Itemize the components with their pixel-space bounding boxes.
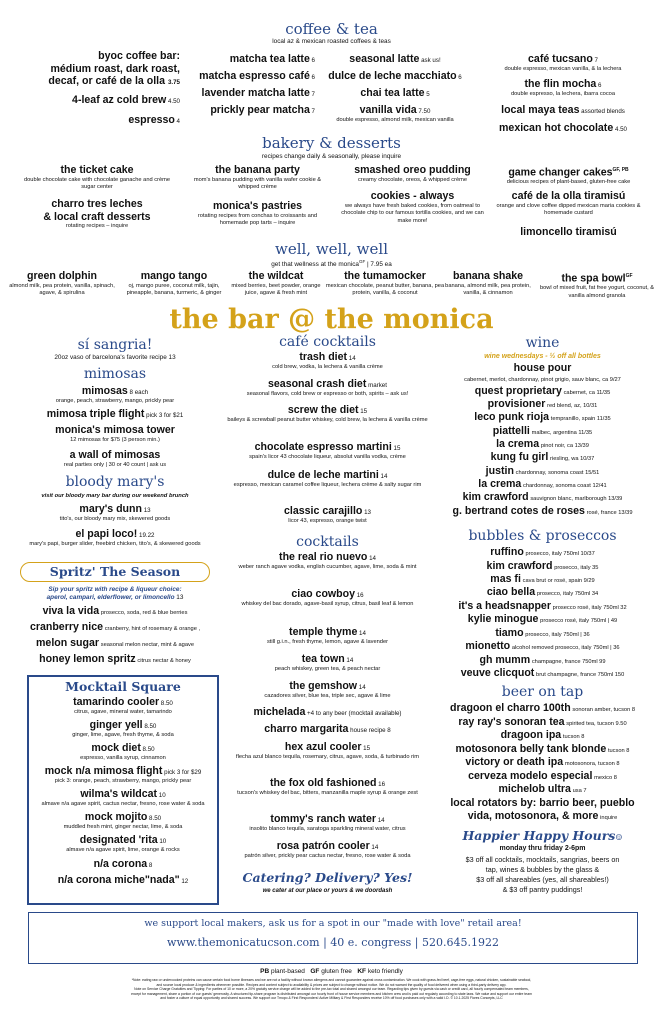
menu-item: seasonal crash diet market seasonal flavors, cold brew or espresso or both, spirits – ask us! xyxy=(246,378,409,397)
menu-item: piattelli malbec, argentina 11/35 xyxy=(492,425,593,437)
spritz-title: Spritz' The Season xyxy=(49,564,181,579)
menu-item: it's a headsnapper prosecco rosé, italy 750ml 32 xyxy=(458,600,627,612)
menu-item: melon sugar seasonal melon nectar, mint & agave xyxy=(36,637,194,649)
menu-item: ginger yell 8.50 ginger, lime, agave, fresh thyme, & soda xyxy=(72,719,174,738)
menu-item: 4-leaf az cold brew 4.50 xyxy=(72,94,180,106)
menu-item: ray ray's sonoran tea spirited tea, tucson 9.50 xyxy=(458,716,627,728)
menu-item: smashed oreo pudding creamy chocolate, oreos, & whipped crème xyxy=(354,164,471,183)
menu-item: mock diet 8.50 espresso, vanilla syrup, cinnamon xyxy=(80,742,166,761)
menu-item: mock n/a mimosa flight pick 3 for $29 pick 3: orange, peach, strawberry, mango, prickly pear xyxy=(44,765,202,784)
menu-item: espresso 4 xyxy=(128,114,180,126)
menu-item: local maya teas assorted blends xyxy=(501,104,625,116)
menu-item: lavender matcha latte 7 xyxy=(201,87,315,99)
menu-item: mary's dunn 13 tito's, our bloody mary mix, skewered goods xyxy=(59,503,171,522)
menu-item: kylie minogue prosecco rosé, italy 750ml | 49 xyxy=(467,613,618,625)
menu-item: café de la olla tiramisú orange and clove coffee dipped mexican maria cookies & homemade custard xyxy=(496,190,641,216)
diet-legend: PB plant-based GF gluten free KF keto friendly xyxy=(260,968,403,975)
menu-item: quest proprietary cabernet, ca 11/35 xyxy=(474,385,611,397)
menu-item: g. bertrand cotes de roses rosé, france 13/39 xyxy=(452,505,633,517)
menu-item: veuve clicquot brut champagne, france 750ml 150 xyxy=(460,667,625,679)
happy-title: Happier Happy Hours☺ xyxy=(462,828,623,843)
menu-item: the flin mocha 6 double espresso, la lechera, ibarra cocoa xyxy=(510,78,616,97)
menu-item: rosa patrón cooler 14 patrón silver, prickly pear cactus nectar, fresno, rose water & soda xyxy=(244,840,411,859)
menu-item: cranberry nice cranberry, hint of rosemary & orange , xyxy=(29,621,201,633)
menu-item: the tumamocker mexican chocolate, peanut butter, banana, pea protein, vanilla, & coconut xyxy=(325,270,445,296)
wine-note: wine wednesdays - ½ off all bottles xyxy=(484,353,601,360)
bakery-title: bakery & desserts xyxy=(262,134,401,152)
menu-item: monica's pastries rotating recipes from conchas to croissants and homemade pop tarts – inquire xyxy=(197,200,318,226)
menu-item: green dolphin almond milk, pea protein, vanilla, spinach, agave, & spirulina xyxy=(9,270,115,296)
menu-item: tea town 14 peach whiskey, green tea, & peach nectar xyxy=(274,653,381,672)
menu-item: dragoon el charro 100th sonoran amber, tucson 8 xyxy=(450,702,635,714)
menu-item: chocolate espresso martini 15 spain's licor 43 chocolate liqueur, absolut vanilla vodka, crème xyxy=(249,441,406,460)
menu-item: n/a corona miche"nada" 12 xyxy=(57,874,189,886)
menu-item: chai tea latte 5 xyxy=(360,87,430,99)
menu-item: house pour xyxy=(513,362,572,374)
bubbles-title: bubbles & proseccos xyxy=(468,528,617,544)
menu-item: monica's mimosa tower 12 mimosas for $75 (3 person min.) xyxy=(55,424,175,443)
menu-item: mock mojito 8.50 muddled fresh mint, ginger nectar, lime, & soda xyxy=(63,811,183,830)
menu-item: el papi loco! 19.22 mary's papi, burger slider, freebird chicken, tito's, & skewered goods xyxy=(29,528,201,547)
catering-desc: we cater at our place or yours & we doordash xyxy=(262,888,393,894)
well-subtitle: get that wellness at the monica$^{GF}$ | 7.95 ea xyxy=(271,259,392,269)
menu-item: game changer cakes$^{GF, PB}$ delicious recipes of plant-based, gluten-free cake xyxy=(506,166,631,186)
menu-item: michelob ultra usa 7 xyxy=(498,783,587,795)
menu-item: mimosas 8 each orange, peach, strawberry, mango, prickly pear xyxy=(55,385,175,404)
beer-title: beer on tap xyxy=(501,684,584,700)
menu-item: ruffino prosecco, italy 750ml 10/37 xyxy=(490,546,595,558)
well-title: well, well, well xyxy=(274,240,388,258)
menu-item: classic carajillo 13 licor 43, espresso, orange twist xyxy=(284,505,371,524)
menu-item: provisioner red blend, az, 10/31 xyxy=(487,398,598,410)
menu-item: michelada +4 to any beer (mocktail available) xyxy=(253,706,402,718)
menu-item: dragoon ipa tucson 8 xyxy=(500,729,585,741)
menu-item: kung fu girl riesling, wa 10/37 xyxy=(490,451,595,463)
cocktails-title: cocktails xyxy=(296,534,359,550)
byoc-price: 3.75 xyxy=(167,79,180,86)
menu-item: screw the diet 15 baileys & screwball peanut butter whiskey, cold brew, la lechera & vanilla crème xyxy=(227,404,428,423)
menu-item: motosonora belly tank blonde tucson 8 xyxy=(455,743,630,755)
menu-item: cookies - always we always have fresh baked cookies, from oatmeal to chocolate chip to our famous tortilla cookies, and we can make more! xyxy=(341,190,484,224)
sangria-title: sí sangria! xyxy=(77,337,153,353)
menu-item: cabernet, merlot, chardonnay, pinot grigio, sauv blanc, ca 9/27 xyxy=(464,377,621,383)
menu-item: la crema chardonnay, sonoma coast 12/41 xyxy=(478,478,607,490)
fine-print: *Note: eating raw or undercooked proteins can cause certain food borne illnesses and we are not a facility without known allergens and cannot guarantee against cross contamination. We cook with grass-fed beef, cage-free eggs, natural chicken, sustainable seafood, and source local produce & ingredients whenever possible. Recipes and content subject to availability & prices are subject to change without notice. We do not warrant the quality of food delivered when using a third-party delivery app. Note on Service Charge Gratuities and Tipping: For parties of 10 or more, a 20% gratuity service charge will be added to the pre-tax total and shared amongst our team. Regarding tips given by guests via cash or credit card, all hourly compensated team members, except for management, share a portion of our guests' generosity. A structured tip-share program is distributed amongst our hourly front of house service members and kitchen crew and is paid out regularly according to state laws. We value and support our entire team and foster a culture of equal opportunity and shared success. We support our Tmopo & First Responders! Active Military & First Responders receive 10% off food purchases only with a valid I.D. © 10.1.2025 Flores Concepts, LLC xyxy=(131,978,532,1001)
byoc-item xyxy=(20,50,180,90)
bakery-subtitle: recipes change daily & seasonally, please inquire xyxy=(261,153,402,160)
menu-item: charro tres leches & local craft desserts rotating recipes – inquire xyxy=(43,198,151,229)
catering-title: Catering? Delivery? Yes! xyxy=(242,870,413,885)
menu-item: matcha tea latte 6 xyxy=(229,53,315,65)
menu-item: ciao cowboy 16 whiskey del bac dorado, agave-basil syrup, citrus, basil leaf & lemon xyxy=(241,588,414,607)
menu-item: the gemshow 14 cazadores silver, blue tea, triple sec, agave & lime xyxy=(264,680,391,699)
wine-title: wine xyxy=(525,335,560,351)
menu-item: temple thyme 14 still g.i.n., fresh thyme, lemon, agave & lavender xyxy=(266,626,389,645)
menu-item: victory or death ipa motosonora, tucson 8 xyxy=(465,756,620,768)
menu-item: the fox old fashioned 16 tucson's whiskey del bac, bitters, manzanilla maple syrup & orange zest xyxy=(237,777,418,796)
menu-item: the banana party mom's banana pudding with vanilla wafer cookie & whipped crème xyxy=(193,164,322,190)
menu-item: tiamo prosecco, italy 750ml | 36 xyxy=(495,627,590,639)
bloody-note: visit our bloody mary bar during our weekend brunch xyxy=(41,493,189,499)
menu-item: mionetto alcohol removed prosecco, italy 750ml | 36 xyxy=(465,640,620,652)
menu-item: mas fi cava brut or rosé, spain 9/29 xyxy=(490,573,595,585)
menu-item: dulce de leche martini 14 espresso, mexican caramel coffee liqueur, lechera crème & salty sugar rim xyxy=(233,469,422,488)
coffee-title: coffee & tea xyxy=(285,20,378,38)
sangria-desc: 20oz vaso of barcelona's favorite recipe 13 xyxy=(54,354,176,361)
menu-item: a wall of mimosas real parties only | 30 or 40 count | ask us xyxy=(63,449,167,468)
bloody-title: bloody mary's xyxy=(65,474,165,490)
menu-item: kim crawford prosecco, italy 35 xyxy=(486,560,599,572)
menu-item: viva la vida prosecco, soda, red & blue berries xyxy=(42,605,188,617)
menu-item: n/a corona 8 xyxy=(93,858,153,870)
menu-item: justin chardonnay, sonoma coast 15/51 xyxy=(485,465,600,477)
menu-item: café tucsano 7 double espresso, mexican vanilla, & la lechera xyxy=(504,53,622,72)
local-rotators: local rotators by: barrio beer, pueblo vida, motosonora, & more inquire xyxy=(450,797,635,822)
menu-item: hex azul cooler 15 flecha azul blanco tequila, rosemary, citrus, agave, soda, & turbinado rim xyxy=(236,741,419,760)
menu-item: kim crawford sauvignon blanc, marlborough 13/39 xyxy=(462,491,623,503)
menu-item: charro margarita house recipe 8 xyxy=(264,723,391,735)
mocktail-title: Mocktail Square xyxy=(65,679,181,694)
menu-item: vanilla vida 7.50 double espresso, almond milk, mexican vanilla xyxy=(336,104,454,123)
byoc-line3: decaf, or café de la olla xyxy=(48,75,165,87)
menu-item: wilma's wildcat 10 almave n/a agave spirit, cactus nectar, fresno, rose water & soda xyxy=(41,788,205,807)
menu-item: honey lemon spritz citrus nectar & honey xyxy=(39,653,191,665)
menu-item: mango tango oj, mango puree, coconut milk, tajin, pineapple, banana, turmeric, & ginger xyxy=(126,270,222,296)
menu-item: tamarindo cooler 8.50 citrus, agave, mineral water, tamarindo xyxy=(73,696,173,715)
byoc-line1: byoc coffee bar: xyxy=(98,50,180,62)
footer-contact: www.themonicatucson.com | 40 e. congress | 520.645.1922 xyxy=(167,936,499,949)
menu-item: trash diet 14 cold brew, vodka, la lechera & vanilla crème xyxy=(272,351,383,370)
menu-item: banana shake banana, almond milk, pea protein, vanilla, & cinnamon xyxy=(445,270,531,296)
menu-item: limoncello tiramisú xyxy=(520,226,617,238)
byoc-line2: médium roast, dark roast, xyxy=(50,62,180,75)
menu-item: tommy's ranch water 14 insolito blanco tequila, saratoga sparkling mineral water, citrus xyxy=(249,813,406,832)
coffee-subtitle: local az & mexican roasted coffees & teas xyxy=(272,38,391,45)
spritz-note: Sip your spritz with recipe & liqueur choice: aperol, campari, elderflower, or limoncello 13 xyxy=(46,586,184,601)
menu-item: la crema pinot noir, ca 13/39 xyxy=(496,438,589,450)
menu-item: ciao bella prosecco, italy 750ml 34 xyxy=(486,586,599,598)
menu-item: matcha espresso café 6 xyxy=(199,70,315,82)
cafe-cocktails-title: café cocktails xyxy=(279,334,376,350)
happy-details: $3 off all cocktails, mocktails, sangrias, beers on tap, wines & bubbles by the glass & $3 off all shareables (yes, all shareables!) & $3 off pantry puddings! xyxy=(465,855,620,894)
menu-item: cerveza modelo especial mexico 8 xyxy=(468,770,617,782)
menu-item: the ticket cake double chocolate cake with chocolate ganache and crème sugar center xyxy=(23,164,171,190)
mimosas-title: mimosas xyxy=(83,366,147,382)
menu-item: the real rio nuevo 14 weber ranch agave vodka, english cucumber, agave, lime, soda & mint xyxy=(238,551,417,570)
menu-item: leco punk rioja tempranillo, spain 11/35 xyxy=(474,411,611,423)
menu-item: prickly pear matcha 7 xyxy=(210,104,315,116)
happy-when: monday thru friday 2-6pm xyxy=(499,845,586,852)
menu-item: seasonal latte ask us! xyxy=(349,53,441,65)
menu-item: the spa bowl$^{GF}$ bowl of mixed fruit, fat free yogurt, coconut, & vanilla almond granola xyxy=(539,272,655,299)
menu-item: mimosa triple flight pick 3 for $21 xyxy=(46,408,184,420)
menu-item: designated 'rita 10 almave n/a agave spirit, lime, orange & rocks xyxy=(66,834,180,853)
menu-item: mexican hot chocolate 4.50 xyxy=(499,122,627,134)
menu-item: dulce de leche macchiato 6 xyxy=(328,70,462,82)
menu-item: the wildcat mixed berries, beet powder, orange juice, agave & fresh mint xyxy=(231,270,321,296)
menu-item: gh mumm champagne, france 750ml 99 xyxy=(479,654,606,666)
bar-title: the bar @ the monica xyxy=(169,304,494,335)
footer-makers: we support local makers, ask us for a spot in our "made with love" retail area! xyxy=(144,918,522,929)
